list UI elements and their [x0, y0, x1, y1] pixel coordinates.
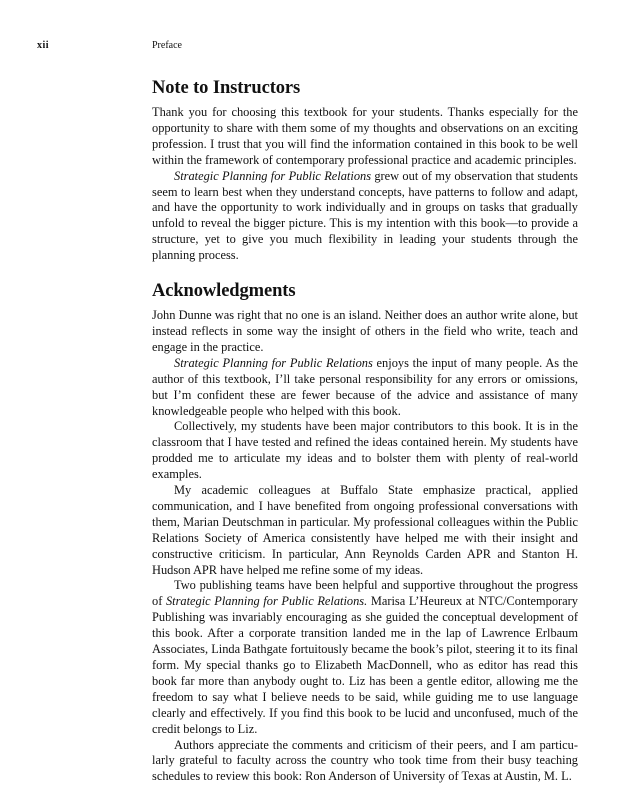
paragraph: [152, 105, 578, 169]
paragraph-text: My academic colleagues at Buffalo State emphasize practical, applied communication, and I have benefited from ongoing professional conversations with them, Marian Deutschman in particular. My professional colleagues within the Public Relations Society of America consistently have helped me with their insight and constructive criticism. In particular, Ann Reynolds Carden APR and Stanton H. Hudson APR have helped me refine some of my ideas.: [152, 483, 578, 577]
running-head-section: Preface: [152, 40, 182, 51]
paragraph-text: Marisa L’Heureux at NTC/Contemporary Publishing was invariably encouraging as she guided the conceptual development of this book. After a corporate transition landed me in the lap of Lawrence Erlbaum Associates, Linda Bathgate fortuitously became the book’s pilot, steering it to its final form. My special thanks go to Elizabeth MacDonnell, who as editor has read this book far more than anybody ought to. Liz has been a gentle editor, allowing me the freedom to say what I believe needs to be said, while guiding me to use language clearly and effectively. If you find this book to be lucid and unconfused, much of the credit belongs to Liz.: [152, 594, 579, 736]
paragraph-text: Two publishing teams have been helpful and supportive throughout the progress of: [152, 578, 578, 609]
paragraph-text: John Dunne was right that no one is an island. Neither does an author write alone, but instead reflects in some way the insight of others in the field who write, teach and engage in the practice.: [152, 308, 578, 354]
section-heading-note-to-instructors: Note to Instructors: [152, 78, 301, 98]
page-body: [152, 77, 578, 785]
paragraph: [152, 419, 578, 483]
paragraph: [152, 169, 578, 264]
paragraph-text: enjoys the input of many people. As the author of this textbook, I’ll take personal responsibility for any errors or omissions, but I’m confident these are fewer because of the advice and assistance of many knowledgeable people who helped with this book.: [152, 355, 578, 418]
paragraph-text: Collectively, my students have been major contributors to this book. It is in the classroom that I have tested and refined the ideas contained herein. My students have prodded me to articulate my ideas and to bolster them with plenty of real-world examples.: [152, 419, 578, 482]
page-number: xii: [37, 40, 50, 51]
book-title: Strategic Planning for Public Relations.: [165, 594, 368, 609]
paragraph: [152, 578, 578, 737]
running-head: [37, 40, 597, 54]
paragraph-text: Thank you for choosing this textbook for your students. Thanks especially for the opportunity to share with them some of my thoughts and observations on an exciting profession. I trust that you will find the information contained in this book to be well within the framework of contemporary professional practice and academic principles.: [152, 105, 578, 167]
paragraph: [152, 308, 578, 356]
book-title: Strategic Planning for Public Relations: [174, 355, 373, 370]
paragraph: [152, 356, 578, 420]
paragraph: [152, 483, 578, 578]
paragraph: [152, 738, 578, 786]
paragraph-text: Authors appreciate the comments and criticism of their peers, and I am particularly grateful to faculty across the country who took time from their busy teaching schedules to review this book: Ron Anderson of University of Texas at Austin, M. L.: [152, 737, 578, 784]
paragraph-text: grew out of my observation that students seem to learn best when they understand concepts, have patterns to follow and adapt, and have the opportunity to work individually and in groups on tasks that gradually unfold to reveal the bigger picture. This is my intention with this book—to provide a structure, yet to give you much flexibility in leading your students through the planning process.: [152, 168, 578, 263]
book-title: Strategic Planning for Public Relations: [174, 168, 372, 183]
section-heading-acknowledgments: Acknowledgments: [152, 281, 296, 302]
